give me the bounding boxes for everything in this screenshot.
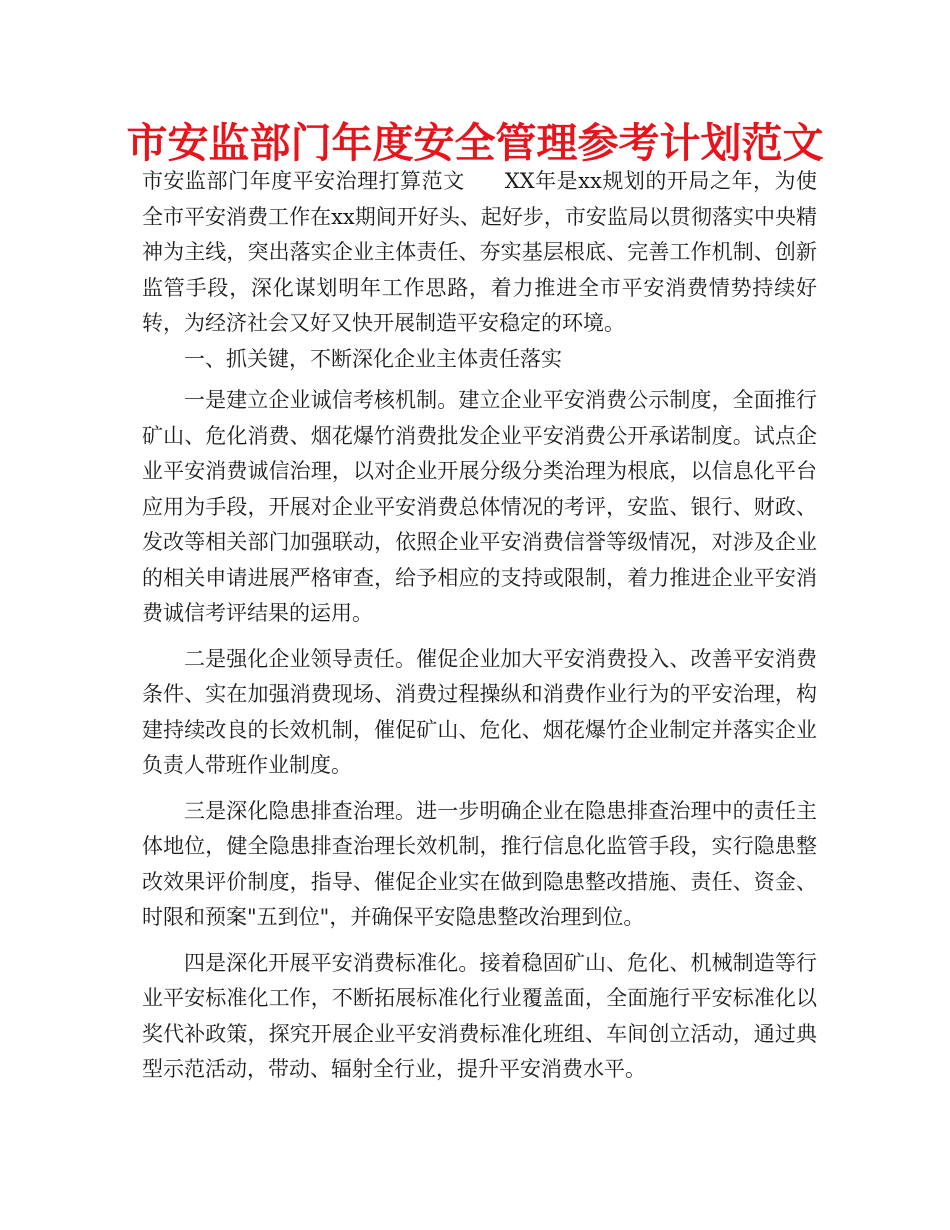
document-title: 市安监部门年度安全管理参考计划范文 bbox=[126, 119, 824, 167]
body-paragraph: 三是深化隐患排查治理。进一步明确企业在隐患排查治理中的责任主体地位，健全隐患排查治理长效机制，推行信息化监管手段，实行隐患整改效果评价制度，指导、催促企业实在做到隐患整改措施、责任、资金、时限和预案"五到位"，并确保平安隐患整改治理到位。 bbox=[142, 798, 817, 929]
body-paragraph: 四是深化开展平安消费标准化。接着稳固矿山、危化、机械制造等行业平安标准化工作，不断拓展标准化行业覆盖面，全面施行平安标准化以奖代补政策，探究开展企业平安消费标准化班组、车间创立活动，通过典型示范活动，带动、辐射全行业，提升平安消费水平。 bbox=[142, 950, 817, 1081]
section-heading: 一、抓关键，不断深化企业主体责任落实 bbox=[184, 346, 562, 371]
body-paragraph: 二是强化企业领导责任。催促企业加大平安消费投入、改善平安消费条件、实在加强消费现场、消费过程操纵和消费作业行为的平安治理，构建持续改良的长效机制，催促矿山、危化、烟花爆竹企业制定并落实企业负责人带班作业制度。 bbox=[142, 646, 817, 777]
document-body bbox=[142, 164, 817, 1088]
intro-paragraph bbox=[142, 164, 817, 342]
body-paragraph: 一是建立企业诚信考核机制。建立企业平安消费公示制度，全面推行矿山、危化消费、烟花爆竹消费批发企业平安消费公开承诺制度。试点企业平安消费诚信治理，以对企业开展分级分类治理为根底，以信息化平台应用为手段，开展对企业平安消费总体情况的考评，安监、银行、财政、发改等相关部门加强联动，依照企业平安消费信誉等级情况，对涉及企业的相关申请进展严格审查，给予相应的支持或限制，着力推进企业平安消费诚信考评结果的运用。 bbox=[142, 388, 817, 625]
intro-text: XX年是xx规划的开局之年，为使全市平安消费工作在xx期间开好头、起好步，市安监局以贯彻落实中央精神为主线，突出落实企业主体责任、夯实基层根底、完善工作机制、创新监管手段，深化谋划明年工作思路，着力推进全市平安消费情势持续好转，为经济社会又好又快开展制造平安稳定的环境。 bbox=[142, 169, 817, 335]
intro-lead: 市安监部门年度平安治理打算范文 bbox=[142, 169, 465, 193]
